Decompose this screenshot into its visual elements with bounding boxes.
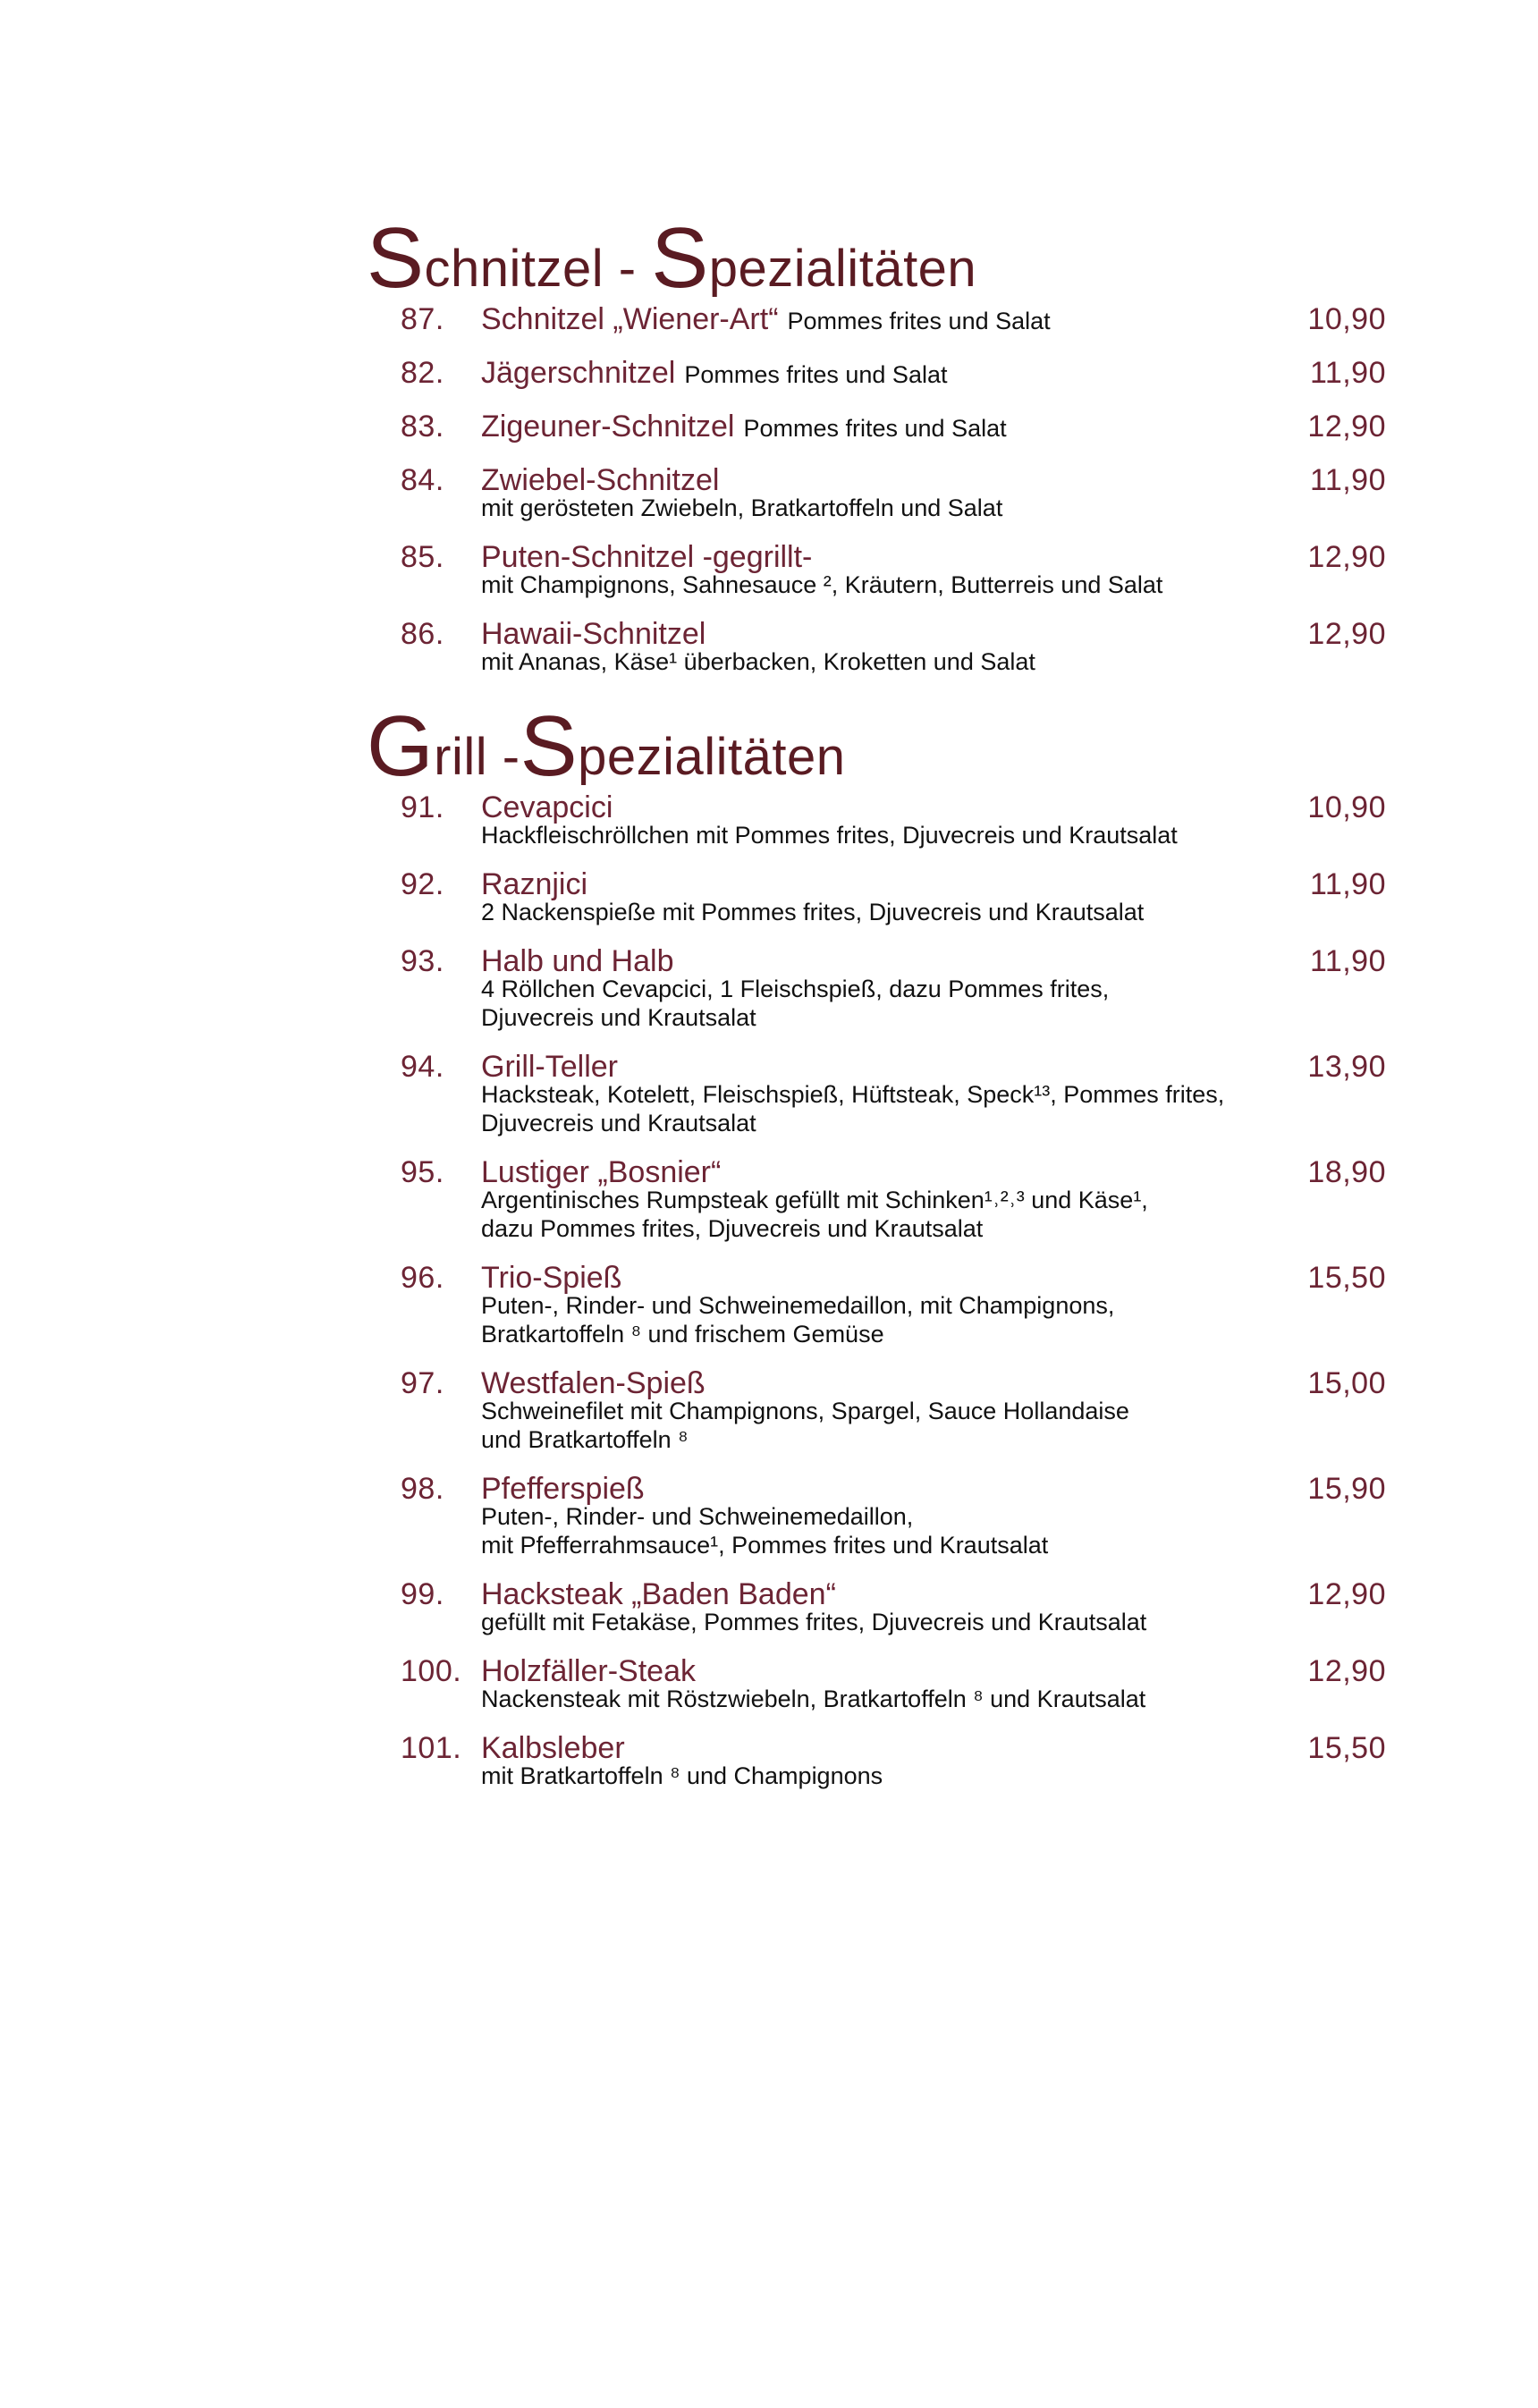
- item-description: Puten-, Rinder- und Schweinemedaillon, mit Champignons, Bratkartoffeln ⁸ und frischem Gemüse: [481, 1292, 1115, 1348]
- item-number: 87.: [401, 302, 444, 336]
- item-description: Hacksteak, Kotelett, Fleischspieß, Hüftsteak, Speck¹³, Pommes frites, Djuvecreis und Krautsalat: [481, 1081, 1225, 1136]
- menu-item: [367, 1365, 1386, 1454]
- item-price: 18,90: [1307, 1155, 1386, 1189]
- item-description: mit Champignons, Sahnesauce ², Kräutern, Butterreis und Salat: [481, 571, 1163, 598]
- item-description: 2 Nackenspieße mit Pommes frites, Djuvecreis und Krautsalat: [481, 899, 1145, 925]
- section-grill: [367, 698, 1386, 1790]
- item-price: 15,50: [1307, 1731, 1386, 1765]
- item-list: [367, 789, 1386, 1790]
- item-price: 12,90: [1307, 1577, 1386, 1611]
- title-initial-2: S: [520, 698, 579, 795]
- item-name: Holzfäller-Steak: [481, 1654, 696, 1688]
- item-number: 91.: [401, 790, 444, 824]
- item-name: Lustiger „Bosnier“: [481, 1155, 722, 1189]
- menu-item: [367, 300, 1386, 338]
- item-price: 15,00: [1307, 1366, 1386, 1400]
- item-price: 11,90: [1309, 867, 1386, 901]
- menu-item: [367, 1576, 1386, 1636]
- item-name: Pfefferspieß: [481, 1472, 645, 1506]
- menu-item: [367, 942, 1386, 1032]
- item-name: Zwiebel-Schnitzel: [481, 463, 720, 497]
- item-name: Cevapcici: [481, 790, 613, 824]
- item-number: 97.: [401, 1366, 444, 1400]
- item-name: Kalbsleber: [481, 1731, 625, 1765]
- item-number: 96.: [401, 1261, 444, 1295]
- item-inline-description: Pommes frites und Salat: [743, 415, 1007, 442]
- item-list: [367, 300, 1386, 676]
- item-inline-description: Pommes frites und Salat: [787, 308, 1051, 334]
- item-number: 99.: [401, 1577, 444, 1611]
- item-number: 101.: [401, 1731, 462, 1765]
- item-name: Trio-Spieß: [481, 1261, 622, 1295]
- section-title-grill: [367, 698, 1386, 795]
- item-number: 82.: [401, 356, 444, 390]
- item-price: 15,90: [1307, 1472, 1386, 1506]
- item-description: Schweinefilet mit Champignons, Spargel, Sauce Hollandaise und Bratkartoffeln ⁸: [481, 1398, 1129, 1453]
- item-name: Halb und Halb: [481, 944, 674, 978]
- item-name: Zigeuner-Schnitzel: [481, 410, 735, 444]
- menu-item: [367, 1729, 1386, 1790]
- title-rest-2: pezialitäten: [708, 240, 977, 298]
- item-number: 98.: [401, 1472, 444, 1506]
- item-description: 4 Röllchen Cevapcici, 1 Fleischspieß, dazu Pommes frites, Djuvecreis und Krautsalat: [481, 976, 1110, 1031]
- item-name: Raznjici: [481, 867, 588, 901]
- item-price: 10,90: [1307, 302, 1386, 336]
- item-number: 86.: [401, 617, 444, 651]
- menu-item: [367, 1153, 1386, 1243]
- item-price: 11,90: [1309, 463, 1386, 497]
- item-price: 15,50: [1307, 1261, 1386, 1295]
- item-price: 11,90: [1309, 944, 1386, 978]
- item-price: 13,90: [1307, 1050, 1386, 1084]
- menu-item: [367, 866, 1386, 926]
- title-initial: G: [367, 698, 435, 795]
- item-name: Hawaii-Schnitzel: [481, 617, 706, 651]
- menu-item: [367, 1259, 1386, 1348]
- menu-item: [367, 408, 1386, 445]
- menu-item: [367, 615, 1386, 676]
- menu-item: [367, 1048, 1386, 1137]
- item-number: 84.: [401, 463, 444, 497]
- item-name: Jägerschnitzel: [481, 356, 676, 390]
- item-price: 11,90: [1309, 356, 1386, 390]
- item-name: Westfalen-Spieß: [481, 1366, 706, 1400]
- item-description: Puten-, Rinder- und Schweinemedaillon, mit Pfefferrahmsauce¹, Pommes frites und Krautsalat: [481, 1503, 1049, 1559]
- item-description: mit Ananas, Käse¹ überbacken, Kroketten und Salat: [481, 648, 1035, 675]
- item-description: Hackfleischröllchen mit Pommes frites, Djuvecreis und Krautsalat: [481, 822, 1178, 849]
- menu-item: [367, 354, 1386, 392]
- item-price: 10,90: [1307, 790, 1386, 824]
- item-name: Puten-Schnitzel -gegrillt-: [481, 540, 813, 574]
- item-description: mit gerösteten Zwiebeln, Bratkartoffeln und Salat: [481, 494, 1003, 521]
- menu-item: [367, 1652, 1386, 1713]
- item-name: Schnitzel „Wiener-Art“: [481, 302, 779, 336]
- menu-item: [367, 538, 1386, 599]
- title-initial: S: [367, 210, 425, 307]
- item-price: 12,90: [1307, 410, 1386, 444]
- title-rest-2: pezialitäten: [578, 728, 846, 786]
- item-description: gefüllt mit Fetakäse, Pommes frites, Djuvecreis und Krautsalat: [481, 1609, 1147, 1635]
- menu-item: [367, 1470, 1386, 1559]
- item-name: Hacksteak „Baden Baden“: [481, 1577, 836, 1611]
- section-title-schnitzel: [367, 210, 1386, 307]
- title-rest: chnitzel -: [424, 240, 652, 298]
- item-inline-description: Pommes frites und Salat: [684, 361, 948, 388]
- item-number: 93.: [401, 944, 444, 978]
- item-name: Grill-Teller: [481, 1050, 618, 1084]
- item-number: 100.: [401, 1654, 462, 1688]
- title-rest: rill -: [434, 728, 520, 786]
- item-number: 92.: [401, 867, 444, 901]
- item-description: Nackensteak mit Röstzwiebeln, Bratkartoffeln ⁸ und Krautsalat: [481, 1686, 1146, 1712]
- title-initial-2: S: [651, 210, 709, 307]
- menu-content: [367, 210, 1386, 1806]
- menu-item: [367, 789, 1386, 849]
- item-number: 95.: [401, 1155, 444, 1189]
- item-number: 94.: [401, 1050, 444, 1084]
- item-description: Argentinisches Rumpsteak gefüllt mit Schinken¹˒²˒³ und Käse¹, dazu Pommes frites, Djuvecreis und Krautsalat: [481, 1187, 1148, 1242]
- item-description: mit Bratkartoffeln ⁸ und Champignons: [481, 1762, 883, 1789]
- item-number: 85.: [401, 540, 444, 574]
- item-price: 12,90: [1307, 617, 1386, 651]
- section-schnitzel: [367, 210, 1386, 676]
- item-number: 83.: [401, 410, 444, 444]
- item-price: 12,90: [1307, 1654, 1386, 1688]
- menu-item: [367, 461, 1386, 522]
- item-price: 12,90: [1307, 540, 1386, 574]
